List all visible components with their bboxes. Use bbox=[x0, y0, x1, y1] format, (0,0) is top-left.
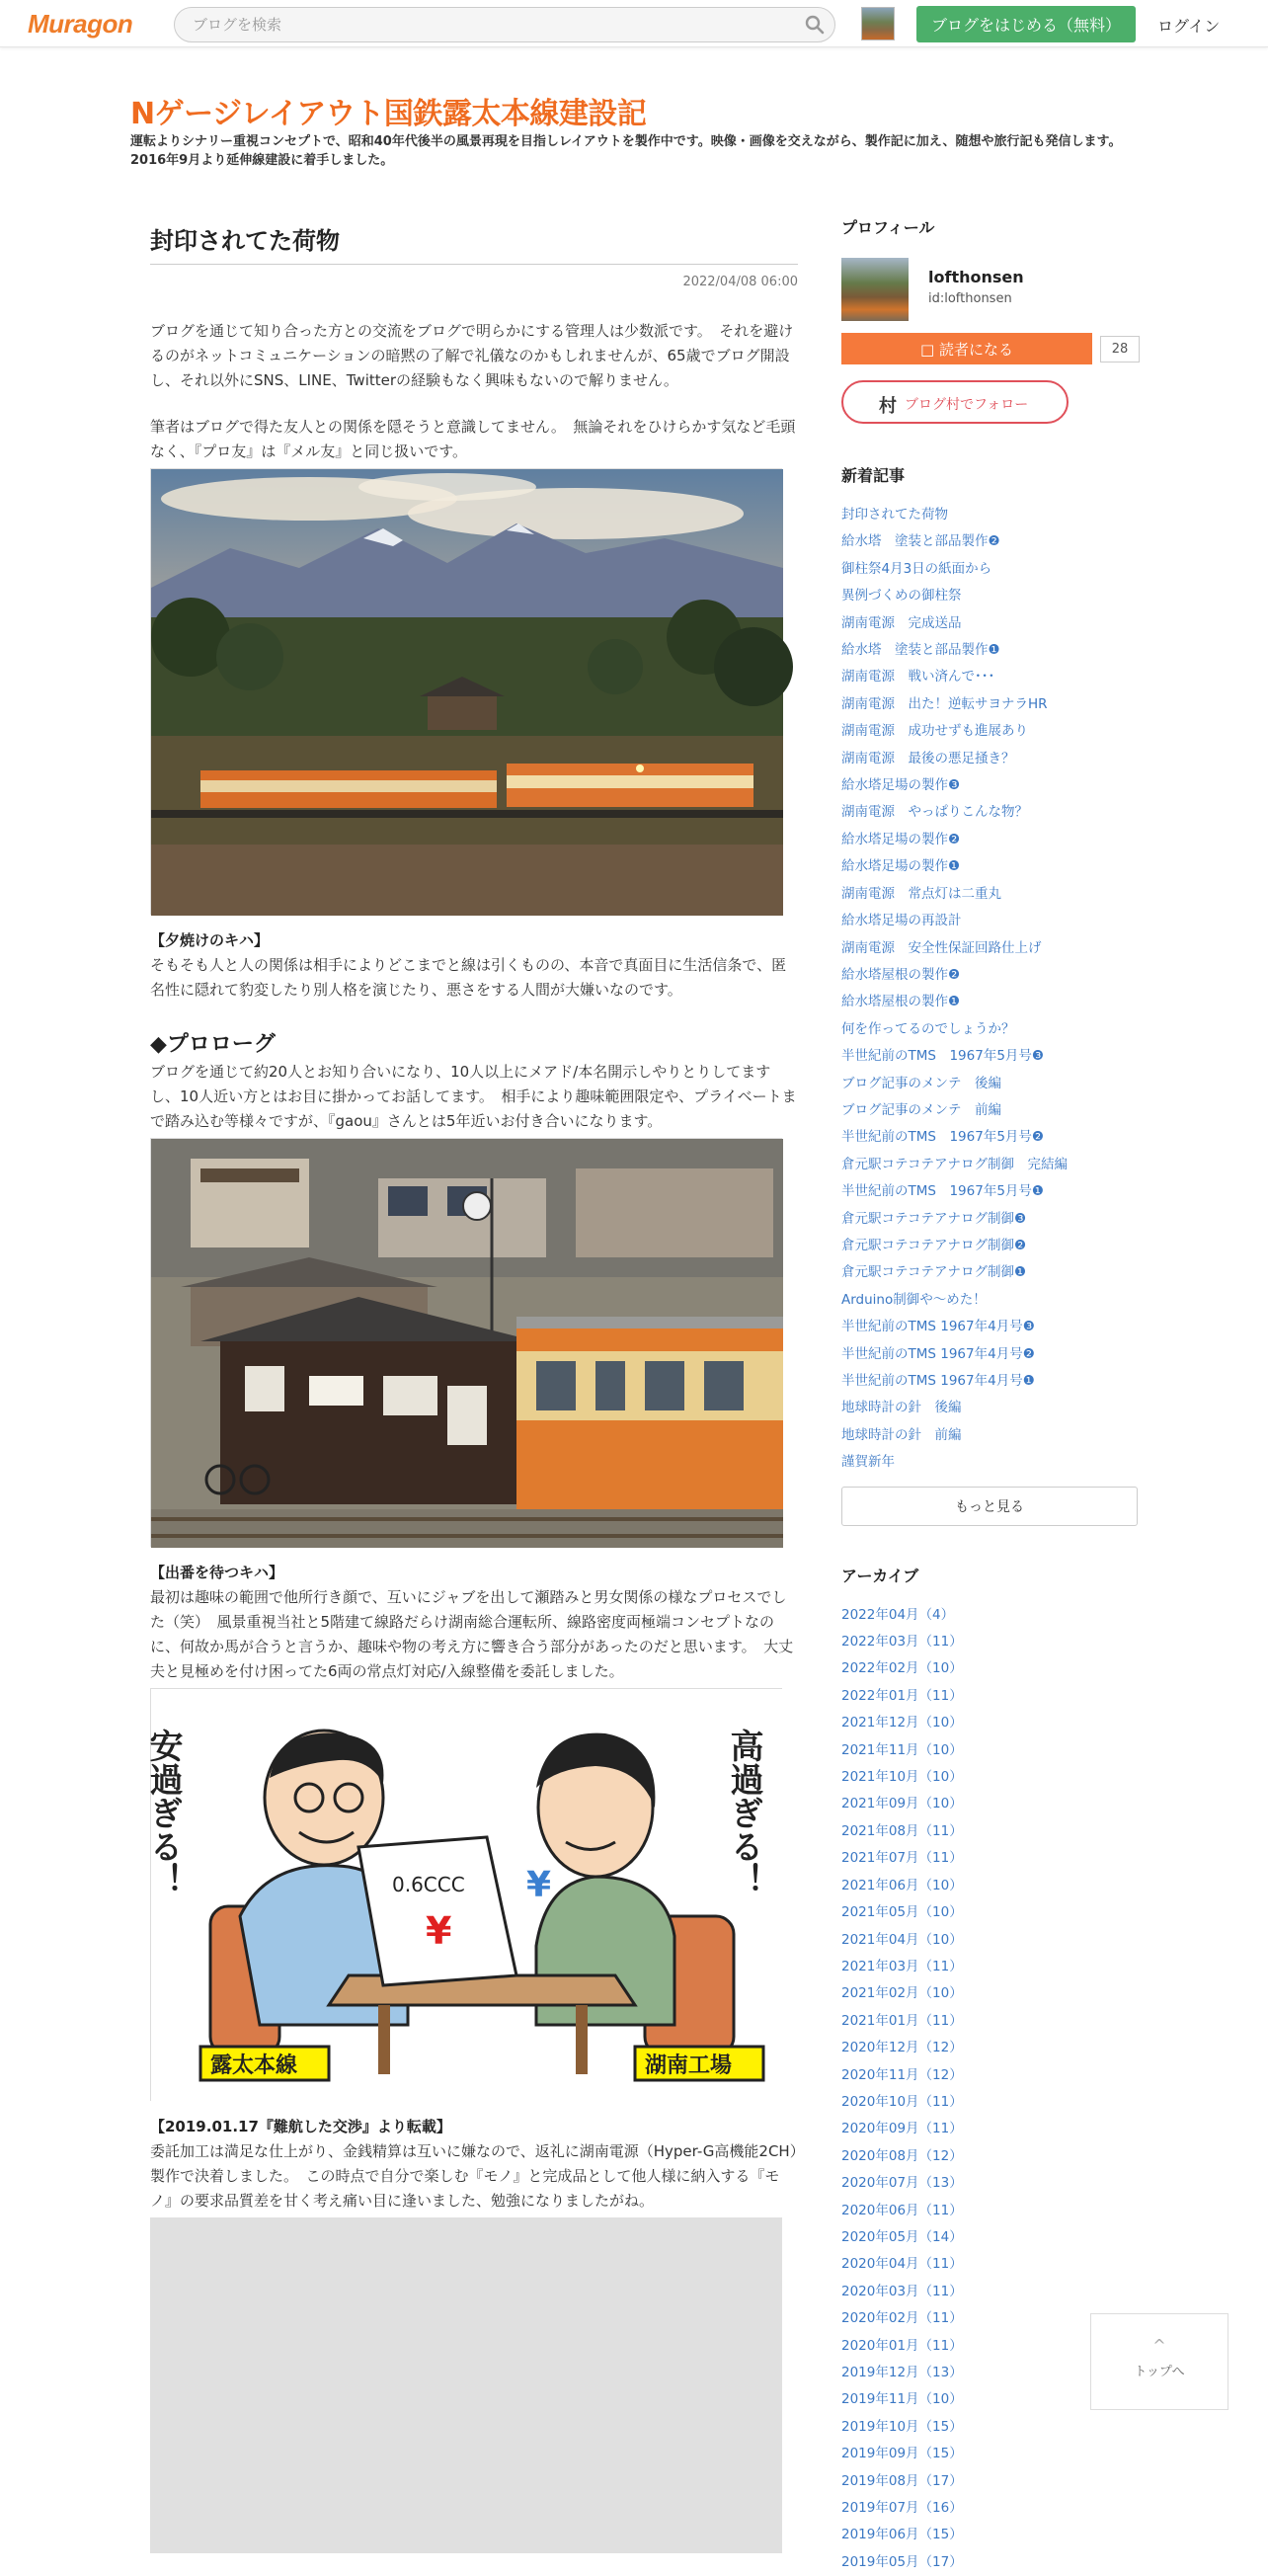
section-heading: ◆プロローグ bbox=[150, 1032, 276, 1057]
archive-month-link[interactable]: 2021年12月（10） bbox=[841, 1715, 963, 1731]
recent-article-link[interactable]: 半世紀前のTMS 1967年4月号❶ bbox=[841, 1373, 1035, 1389]
recent-article-link[interactable]: 給水塔屋根の製作❶ bbox=[841, 994, 961, 1010]
recent-article-link[interactable]: 倉元駅コテコテアナログ制御❶ bbox=[841, 1264, 1027, 1281]
start-blog-button[interactable]: ブログをはじめる（無料） bbox=[916, 6, 1136, 42]
recent-article-link[interactable]: 湖南電源 常点灯は二重丸 bbox=[841, 885, 1001, 902]
recent-article-link[interactable]: 湖南電源 安全性保証回路仕上げ bbox=[841, 939, 1042, 956]
archive-month-link[interactable]: 2021年07月（11） bbox=[841, 1850, 963, 1867]
search-box bbox=[174, 7, 835, 42]
blogmura-follow-button[interactable] bbox=[841, 380, 1069, 424]
archive-heading: アーカイブ bbox=[841, 1566, 919, 1585]
muragon-logo[interactable]: Muragon bbox=[28, 9, 133, 39]
archive-month-link[interactable]: 2020年02月（11） bbox=[841, 2310, 963, 2327]
recent-article-link[interactable]: 倉元駅コテコテアナログ制御❸ bbox=[841, 1210, 1027, 1227]
archive-month-link[interactable]: 2021年05月（10） bbox=[841, 1904, 963, 1921]
profile-card bbox=[841, 258, 1138, 321]
photo-station-train[interactable] bbox=[150, 1138, 782, 1547]
back-to-top-button[interactable] bbox=[1090, 2313, 1228, 2410]
recent-heading: 新着記事 bbox=[841, 466, 906, 485]
cartoon-yen-blue: ¥ bbox=[526, 1865, 552, 1905]
archive-month-link[interactable]: 2020年06月（11） bbox=[841, 2202, 963, 2218]
sidebar bbox=[841, 215, 1138, 2576]
archive-month-link[interactable]: 2019年10月（15） bbox=[841, 2418, 963, 2435]
blog-title[interactable]: Nゲージレイアウト国鉄露太本線建設記 bbox=[130, 97, 647, 131]
recent-article-link[interactable]: 給水塔足場の製作❷ bbox=[841, 831, 961, 847]
archive-month-link[interactable]: 2020年05月（14） bbox=[841, 2228, 963, 2245]
archive-month-link[interactable]: 2021年03月（11） bbox=[841, 1958, 963, 1974]
archive-month-link[interactable]: 2021年11月（10） bbox=[841, 1741, 963, 1758]
archive-month-link[interactable]: 2021年01月（11） bbox=[841, 2012, 963, 2029]
recent-article-link[interactable]: 倉元駅コテコテアナログ制御❷ bbox=[841, 1237, 1027, 1253]
blog-thumbnail[interactable] bbox=[861, 7, 895, 40]
recent-article-link[interactable]: 半世紀前のTMS 1967年5月号❷ bbox=[841, 1129, 1045, 1146]
archive-month-link[interactable]: 2019年12月（13） bbox=[841, 2365, 963, 2380]
article-paragraph: 最初は趣味の範囲で他所行き顔で、互いにジャブを出して瀬踏みと男女関係の様なプロセスでした（笑） 風景重視当社と5階建て線路だらけ湖南総合運転所、線路密度両極端コンセプトなのに、何故か馬が合うと言うか、趣味や物の考え方に響き合う部分があったのだと思います。 大丈夫と見極めを付け困ってた6両の常点灯対応/入線整備を委託しました。 bbox=[150, 1588, 794, 1680]
photo-placeholder[interactable] bbox=[150, 2217, 782, 2553]
recent-article-link[interactable]: 半世紀前のTMS 1967年5月号❸ bbox=[841, 1048, 1045, 1065]
cartoon-left-vertical: 安過ぎる！ bbox=[143, 1729, 183, 1896]
archive-month-link[interactable]: 2020年03月（11） bbox=[841, 2283, 963, 2299]
reader-row bbox=[841, 333, 1138, 364]
archive-month-link[interactable]: 2019年09月（15） bbox=[841, 2446, 963, 2462]
reader-count: 28 bbox=[1100, 336, 1140, 362]
article-date: 2022/04/08 06:00 bbox=[682, 275, 798, 289]
archive-month-link[interactable]: 2019年05月（17） bbox=[841, 2553, 963, 2570]
recent-article-link[interactable]: 湖南電源 最後の悪足掻き？ bbox=[841, 750, 1015, 766]
recent-list bbox=[841, 502, 1138, 1477]
archive-month-link[interactable]: 2021年06月（10） bbox=[841, 1877, 963, 1893]
profile-heading: プロフィール bbox=[841, 218, 935, 237]
archive-month-link[interactable]: 2021年04月（10） bbox=[841, 1931, 963, 1948]
article-paragraph: 委託加工は満足な仕上がり、金銭精算は互いに嫌なので、返礼に湖南電源（Hyper-G高機能2CH）製作で決着しました。 この時点で自分で楽しむ『モノ』と完成品として他人様に納入する『モノ』の要求品質差を甘く考え痛い目に逢いました、勉強になりましたがね。 bbox=[150, 2142, 798, 2210]
article-title: 封印されてた荷物 bbox=[150, 217, 798, 265]
recent-article-link[interactable]: Arduino制御や～めた！ bbox=[841, 1291, 987, 1308]
archive-list bbox=[841, 1602, 1138, 2576]
cartoon-paper-text: 0.6CCC bbox=[392, 1873, 465, 1896]
archive-month-link[interactable]: 2019年07月（16） bbox=[841, 2500, 963, 2517]
recent-article-link[interactable]: 湖南電源 出た！逆転サヨナラHR bbox=[841, 695, 1048, 712]
archive-month-link[interactable]: 2019年11月（10） bbox=[841, 2391, 963, 2408]
become-reader-button[interactable]: □ 読者になる bbox=[841, 333, 1092, 364]
archive-month-link[interactable]: 2020年09月（11） bbox=[841, 2121, 963, 2137]
profile-avatar[interactable] bbox=[841, 258, 909, 321]
article-paragraph: そもそも人と人の関係は相手によりどこまでと線は引くものの、本音で真面目に生活信条で、匿名性に隠れて豹変したり別人格を演じたり、悪さをする人間が大嫌いなのです。 bbox=[150, 956, 787, 999]
cartoon-left-label: 露太本線 bbox=[210, 2053, 298, 2078]
article bbox=[143, 217, 798, 2553]
recent-article-link[interactable]: 湖南電源 やっぱりこんな物？ bbox=[841, 804, 1028, 821]
profile-name[interactable]: lofthonsen bbox=[928, 268, 1024, 286]
back-to-top-label: トップへ bbox=[1134, 2365, 1185, 2379]
archive-month-link[interactable]: 2020年01月（11） bbox=[841, 2337, 963, 2354]
article-paragraph: ブログを通じて約20人とお知り合いになり、10人以上にメアド/本名開示しやりとりしてますし、10人近い方とはお目に掛かってお話してます。 相手により趣味範囲限定や、プライベートまで踏み込む等様々ですが、『gaou』さんとは5年近いお付き合いになります。 bbox=[150, 1063, 797, 1130]
recent-article-link[interactable]: 謹賀新年 bbox=[841, 1454, 895, 1471]
archive-month-link[interactable]: 2019年06月（15） bbox=[841, 2527, 963, 2543]
top-bar bbox=[0, 0, 1268, 47]
article-paragraph: ブログを通じて知り合った方との交流をブログで明らかにする管理人は少数派です。 それを避けるのがネットコミュニケーションの暗黙の了解で礼儀なのかもしれませんが、65歳でブログ開設し、それ以外にSNS、LINE、Twitterの経験もなく興味もないので解りません。 bbox=[150, 322, 794, 389]
archive-month-link[interactable]: 2022年04月（4） bbox=[841, 1606, 955, 1623]
recent-article-link[interactable]: 湖南電源 戦い済んで･･･ bbox=[841, 669, 995, 685]
archive-month-link[interactable]: 2022年03月（11） bbox=[841, 1634, 963, 1650]
recent-article-link[interactable]: 湖南電源 成功せずも進展あり bbox=[841, 723, 1028, 740]
recent-article-link[interactable]: 給水塔 塗装と部品製作❶ bbox=[841, 642, 1000, 659]
recent-article-link[interactable]: 給水塔足場の再設計 bbox=[841, 913, 962, 929]
cartoon-yen-red: ¥ bbox=[426, 1909, 452, 1953]
more-button[interactable]: もっと見る bbox=[841, 1487, 1138, 1526]
archive-month-link[interactable]: 2019年08月（17） bbox=[841, 2472, 963, 2489]
archive-month-link[interactable]: 2022年02月（10） bbox=[841, 1660, 963, 1677]
recent-article-link[interactable]: ブログ記事のメンテ 後編 bbox=[841, 1075, 1001, 1091]
recent-article-link[interactable]: 給水塔足場の製作❸ bbox=[841, 777, 961, 794]
recent-article-link[interactable]: 半世紀前のTMS 1967年4月号❸ bbox=[841, 1319, 1035, 1335]
archive-month-link[interactable]: 2020年11月（12） bbox=[841, 2066, 963, 2083]
recent-article-link[interactable]: 給水塔 塗装と部品製作❷ bbox=[841, 533, 1000, 550]
archive-month-link[interactable]: 2020年07月（13） bbox=[841, 2175, 963, 2192]
cartoon-right-vertical: 高過ぎる！ bbox=[724, 1729, 763, 1896]
archive-month-link[interactable]: 2020年10月（11） bbox=[841, 2093, 963, 2110]
recent-article-link[interactable]: ブログ記事のメンテ 前編 bbox=[841, 1101, 1001, 1118]
recent-article-link[interactable]: 湖南電源 完成送品 bbox=[841, 614, 962, 631]
photo-caption: 【夕焼けのキハ】 bbox=[150, 931, 270, 949]
search-input[interactable] bbox=[175, 8, 767, 41]
recent-article-link[interactable]: 倉元駅コテコテアナログ制御 完結編 bbox=[841, 1156, 1068, 1172]
blogmura-icon: 村 bbox=[879, 396, 897, 417]
search-icon[interactable] bbox=[805, 15, 825, 35]
cartoon-negotiation[interactable] bbox=[143, 1688, 782, 2101]
photo-sunset-train[interactable] bbox=[150, 468, 782, 915]
recent-article-link[interactable]: 何を作ってるのでしょうか？ bbox=[841, 1020, 1015, 1037]
archive-month-link[interactable]: 2021年10月（10） bbox=[841, 1769, 963, 1786]
recent-article-link[interactable]: 給水塔足場の製作❶ bbox=[841, 858, 961, 875]
recent-article-link[interactable]: 地球時計の針 後編 bbox=[841, 1400, 962, 1416]
archive-month-link[interactable]: 2022年01月（11） bbox=[841, 1687, 963, 1704]
cartoon-right-label: 湖南工場 bbox=[645, 2053, 733, 2078]
recent-article-link[interactable]: 半世紀前のTMS 1967年4月号❷ bbox=[841, 1345, 1035, 1362]
photo-caption: 【出番を待つキハ】 bbox=[150, 1564, 284, 1581]
archive-month-link[interactable]: 2020年12月（12） bbox=[841, 2040, 963, 2056]
archive-month-link[interactable]: 2021年02月（10） bbox=[841, 1985, 963, 2002]
recent-article-link[interactable]: 異例づくめの御柱祭 bbox=[841, 588, 962, 604]
login-link[interactable]: ログイン bbox=[1157, 17, 1221, 36]
chevron-up-icon: ^ bbox=[1152, 2336, 1166, 2355]
recent-article-link[interactable]: 地球時計の針 前編 bbox=[841, 1426, 962, 1443]
blogmura-follow-label: ブログ村でフォロー bbox=[905, 397, 1029, 413]
blog-description: 運転よりシナリー重視コンセプトで、昭和40年代後半の風景再現を目指しレイアウトを製作中です。映像・画像を交えながら、製作記に加え、随想や旅行記も発信します。2016年9月より延伸線建設に着手しました。 bbox=[130, 134, 1122, 168]
archive-month-link[interactable]: 2021年08月（11） bbox=[841, 1822, 963, 1839]
article-paragraph: 筆者はブログで得た友人との関係を隠そうと意識してません。 無論それをひけらかす気など毛頭なく、『プロ友』は『メル友』と同じ扱いです。 bbox=[150, 418, 796, 460]
photo-caption: 【2019.01.17『難航した交渉』より転載】 bbox=[150, 2118, 451, 2135]
recent-article-link[interactable]: 封印されてた荷物 bbox=[841, 507, 948, 523]
archive-month-link[interactable]: 2020年04月（11） bbox=[841, 2256, 963, 2273]
recent-article-link[interactable]: 給水塔屋根の製作❷ bbox=[841, 966, 961, 983]
archive-month-link[interactable]: 2021年09月（10） bbox=[841, 1796, 963, 1812]
recent-article-link[interactable]: 半世紀前のTMS 1967年5月号❶ bbox=[841, 1183, 1045, 1200]
profile-id: id:lofthonsen bbox=[928, 291, 1012, 306]
archive-month-link[interactable]: 2020年08月（12） bbox=[841, 2147, 963, 2164]
recent-article-link[interactable]: 御柱祭4月3日の紙面から bbox=[841, 560, 992, 577]
